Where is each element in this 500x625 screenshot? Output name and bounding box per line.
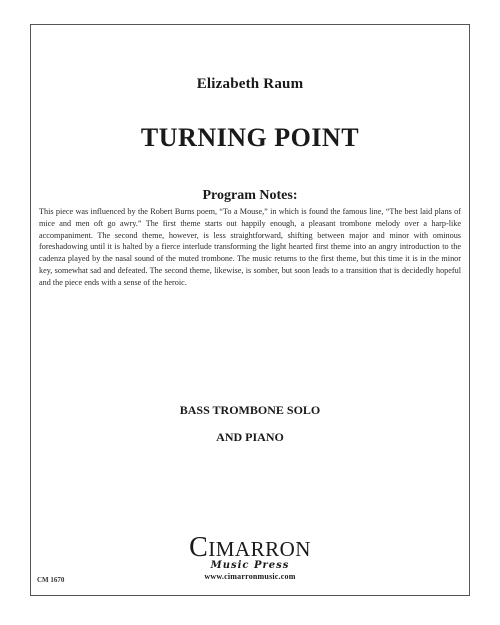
publisher-logo-rest: IMARRON	[208, 537, 311, 561]
instrumentation-line-1: BASS TROMBONE SOLO	[179, 403, 321, 417]
publisher-website: www.cimarronmusic.com	[204, 572, 296, 581]
instrumentation-line-2: AND PIANO	[216, 430, 284, 444]
instrumentation	[0, 397, 500, 451]
program-notes-heading: Program Notes:	[202, 188, 298, 203]
program-notes-text: This piece was influenced by the Robert Burns poem, “To a Mouse,” in which is found the famous line, “The best laid plans of mice and men oft go awry.” The first theme starts out happily enough, a pleasant trombone melody over a harp-like accompaniment. The second theme, however, is less straightforward, shifting between major and minor with ominous foreshadowing until it is halted by a fierce interlude transforming the light hearted first theme into an angry introduction to the cadenza played by the nasal sound of the muted trombone. The music returns to the first theme, but this time it is in the minor key, somewhat sad and defeated. The second theme, likewise, is somber, but soon leads to a transition that is decidedly hopeful and the piece ends with a sense of the heroic.	[39, 207, 461, 287]
publisher-logo-initial: C	[189, 532, 209, 563]
publisher-logo	[0, 532, 500, 582]
catalog-number: CM 1670	[37, 576, 65, 584]
publisher-logo-subtitle: Music Press	[210, 560, 290, 571]
page-border	[30, 24, 470, 596]
composer-name: Elizabeth Raum	[196, 76, 304, 92]
piece-title: TURNING POINT	[140, 123, 360, 152]
publisher-logo-name	[0, 532, 500, 563]
